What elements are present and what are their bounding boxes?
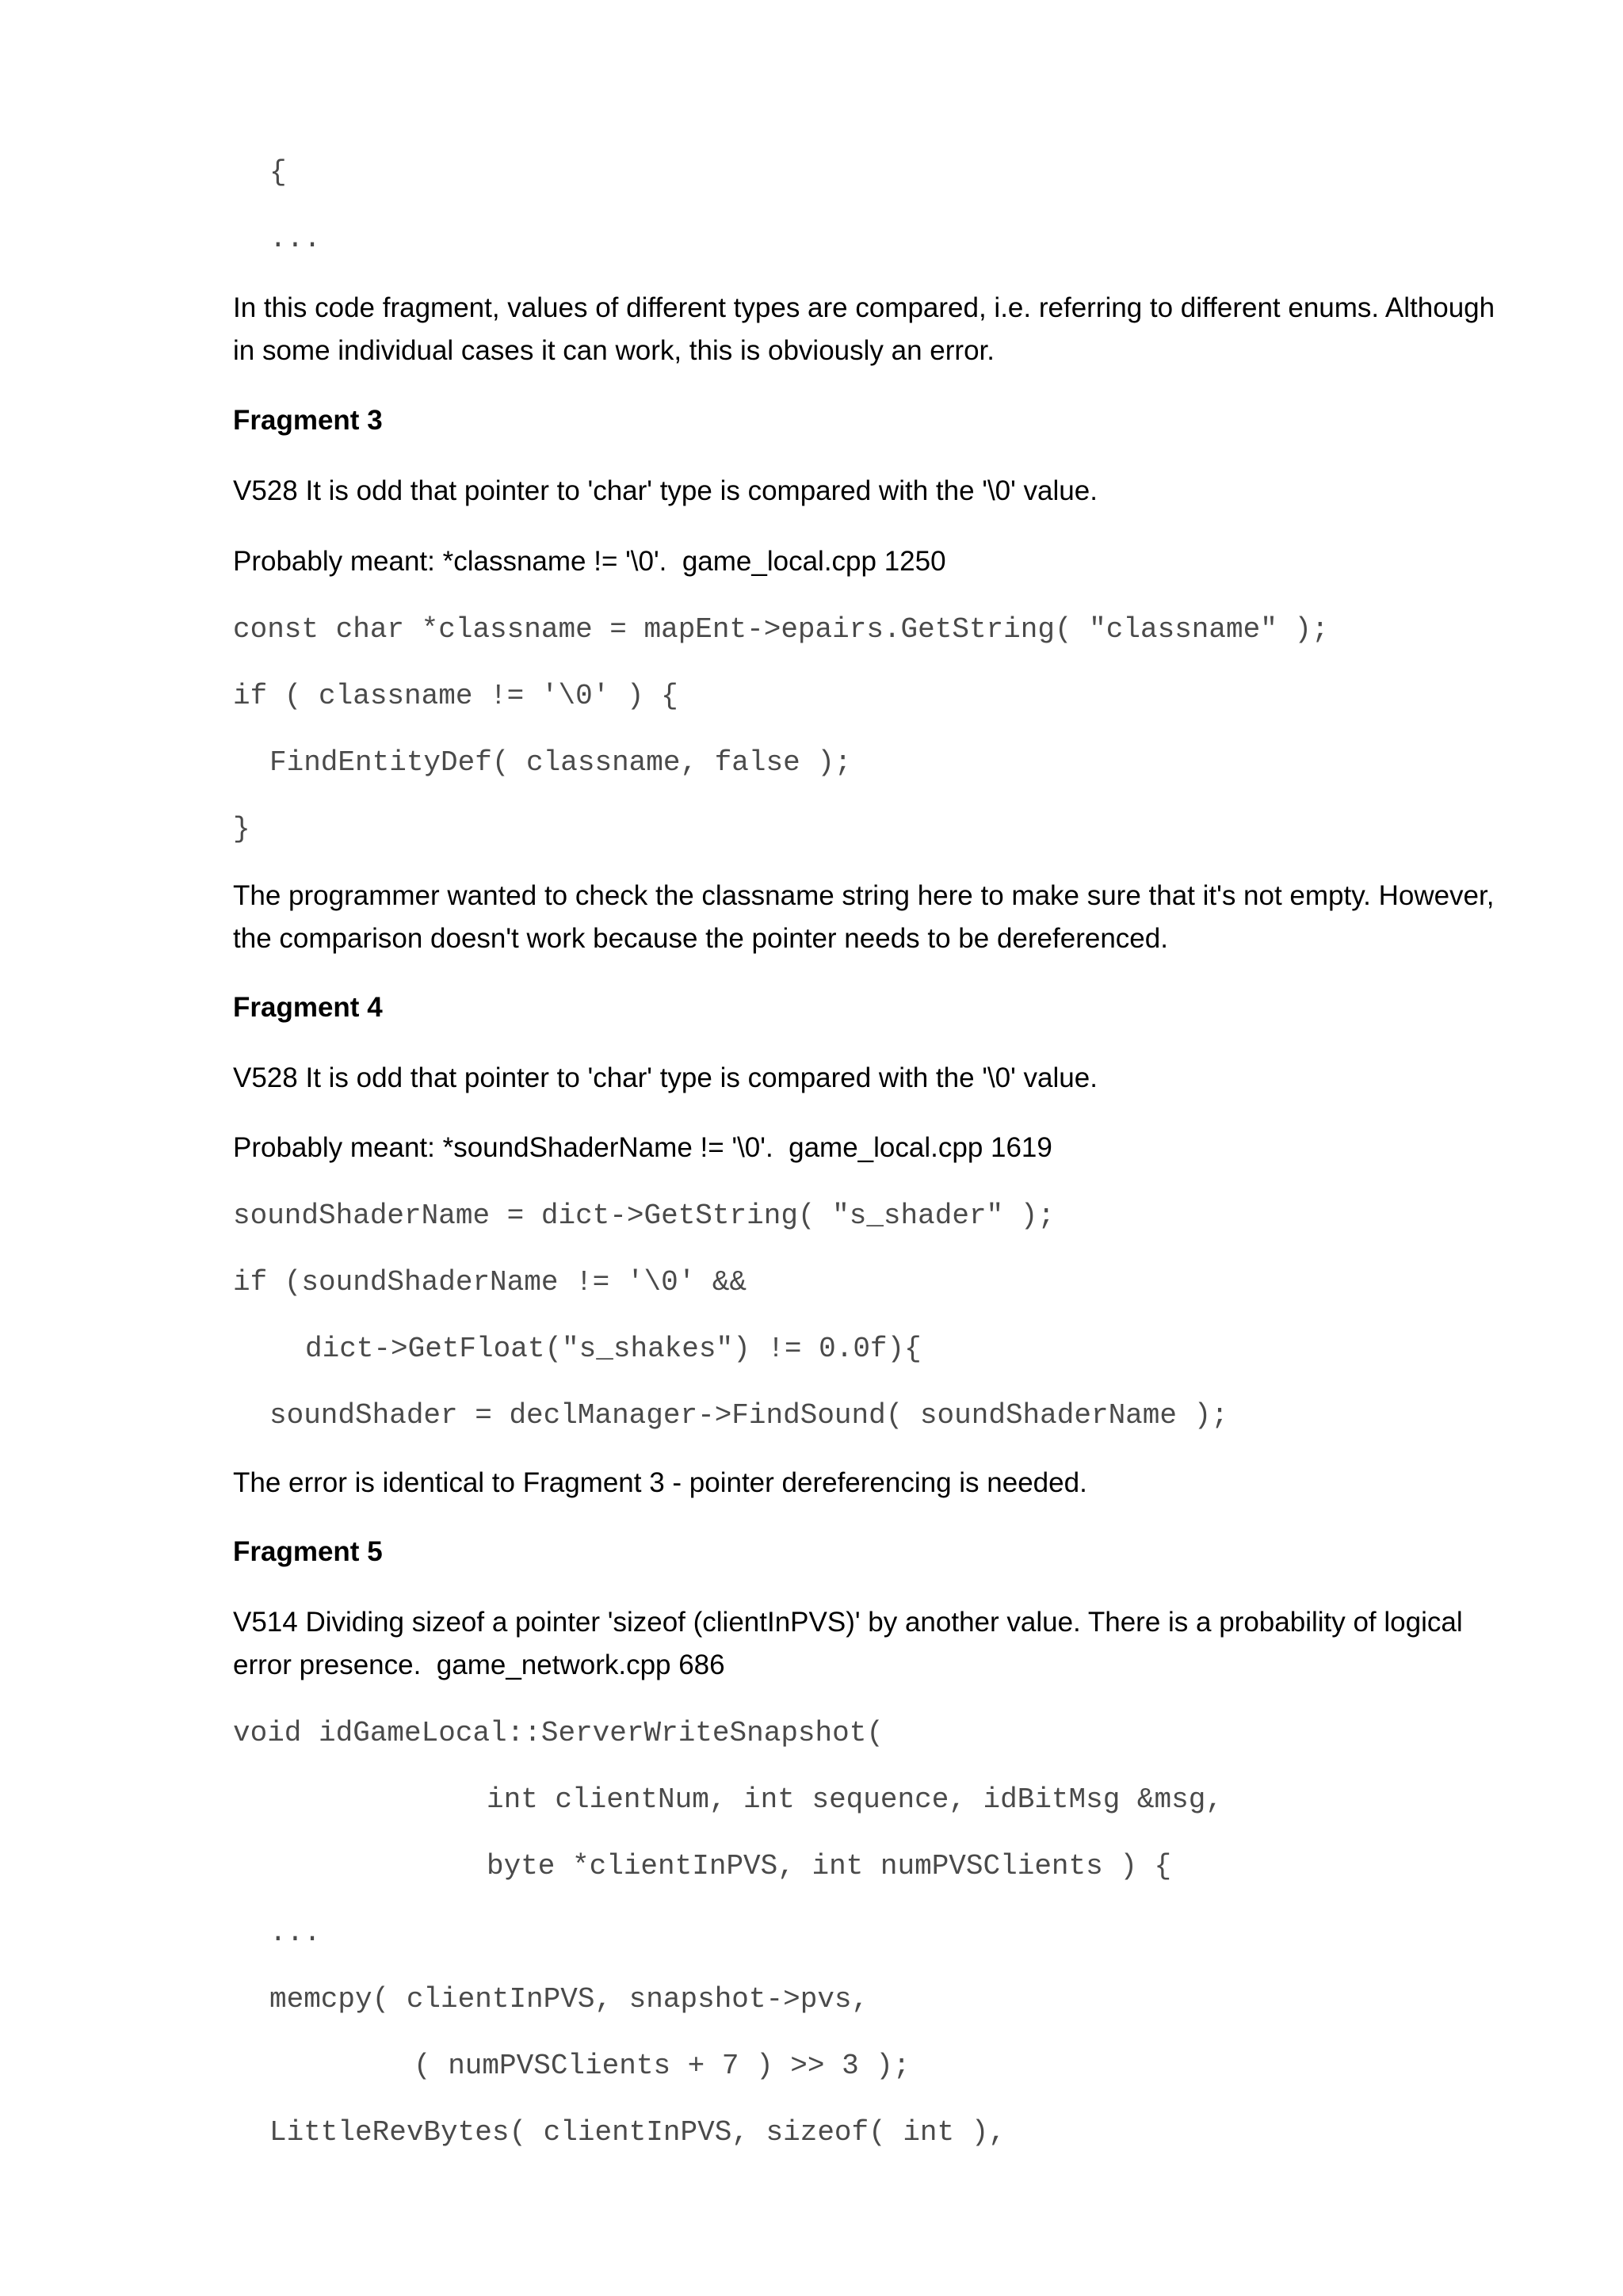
fragment-3-warning: V528 It is odd that pointer to 'char' type is compared with the '\0' value. bbox=[233, 475, 1098, 506]
fragment-3-code-line-1: const char *classname = mapEnt->epairs.GetString( "classname" ); bbox=[233, 613, 1329, 646]
fragment-3-code-line-4: } bbox=[233, 813, 250, 845]
fragment-5-code-line-4: ... bbox=[269, 1917, 321, 1949]
fragment-5-code-line-1: void idGameLocal::ServerWriteSnapshot( bbox=[233, 1717, 884, 1749]
fragment-5-heading: Fragment 5 bbox=[233, 1536, 383, 1567]
paragraph-enums-line-1: In this code fragment, values of different types are compared, i.e. referring to different enums. Although bbox=[233, 292, 1495, 323]
fragment-5-code-line-6: ( numPVSClients + 7 ) >> 3 ); bbox=[414, 2050, 911, 2082]
fragment-3-heading: Fragment 3 bbox=[233, 405, 383, 436]
fragment-5-code-line-3: byte *clientInPVS, int numPVSClients ) { bbox=[487, 1850, 1172, 1882]
fragment-4-explanation: The error is identical to Fragment 3 - pointer dereferencing is needed. bbox=[233, 1467, 1087, 1498]
fragment-3-probably-meant: Probably meant: *classname != '\0'. game_local.cpp 1250 bbox=[233, 546, 946, 577]
fragment-3-explanation-line-2: the comparison doesn't work because the pointer needs to be dereferenced. bbox=[233, 923, 1168, 954]
fragment-4-code-line-2: if (soundShaderName != '\0' && bbox=[233, 1266, 747, 1299]
fragment-5-code-line-7: LittleRevBytes( clientInPVS, sizeof( int ), bbox=[269, 2116, 1006, 2149]
fragment-3-code-line-3: FindEntityDef( classname, false ); bbox=[269, 746, 852, 779]
fragment-5-code-line-2: int clientNum, int sequence, idBitMsg &msg, bbox=[487, 1783, 1223, 1816]
fragment-3-explanation-line-1: The programmer wanted to check the classname string here to make sure that it's not empty. However, bbox=[233, 880, 1495, 911]
fragment-4-heading: Fragment 4 bbox=[233, 992, 383, 1023]
fragment-5-warning-line-1: V514 Dividing sizeof a pointer 'sizeof (clientInPVS)' by another value. There is a probability of logical bbox=[233, 1607, 1463, 1638]
fragment-3-code-line-2: if ( classname != '\0' ) { bbox=[233, 680, 678, 712]
fragment-4-code-line-3: dict->GetFloat("s_shakes") != 0.0f){ bbox=[305, 1333, 922, 1365]
fragment-4-code-line-4: soundShader = declManager->FindSound( soundShaderName ); bbox=[269, 1399, 1228, 1432]
fragment-4-code-line-1: soundShaderName = dict->GetString( "s_shader" ); bbox=[233, 1199, 1055, 1232]
paragraph-enums-line-2: in some individual cases it can work, this is obviously an error. bbox=[233, 335, 995, 366]
fragment-4-probably-meant: Probably meant: *soundShaderName != '\0'. game_local.cpp 1619 bbox=[233, 1132, 1052, 1163]
code-line-open-brace: { bbox=[269, 156, 287, 189]
fragment-5-code-line-5: memcpy( clientInPVS, snapshot->pvs, bbox=[269, 1983, 869, 2016]
fragment-4-warning: V528 It is odd that pointer to 'char' type is compared with the '\0' value. bbox=[233, 1062, 1098, 1093]
code-line-ellipsis: ... bbox=[269, 223, 321, 255]
fragment-5-warning-line-2: error presence. game_network.cpp 686 bbox=[233, 1650, 725, 1680]
